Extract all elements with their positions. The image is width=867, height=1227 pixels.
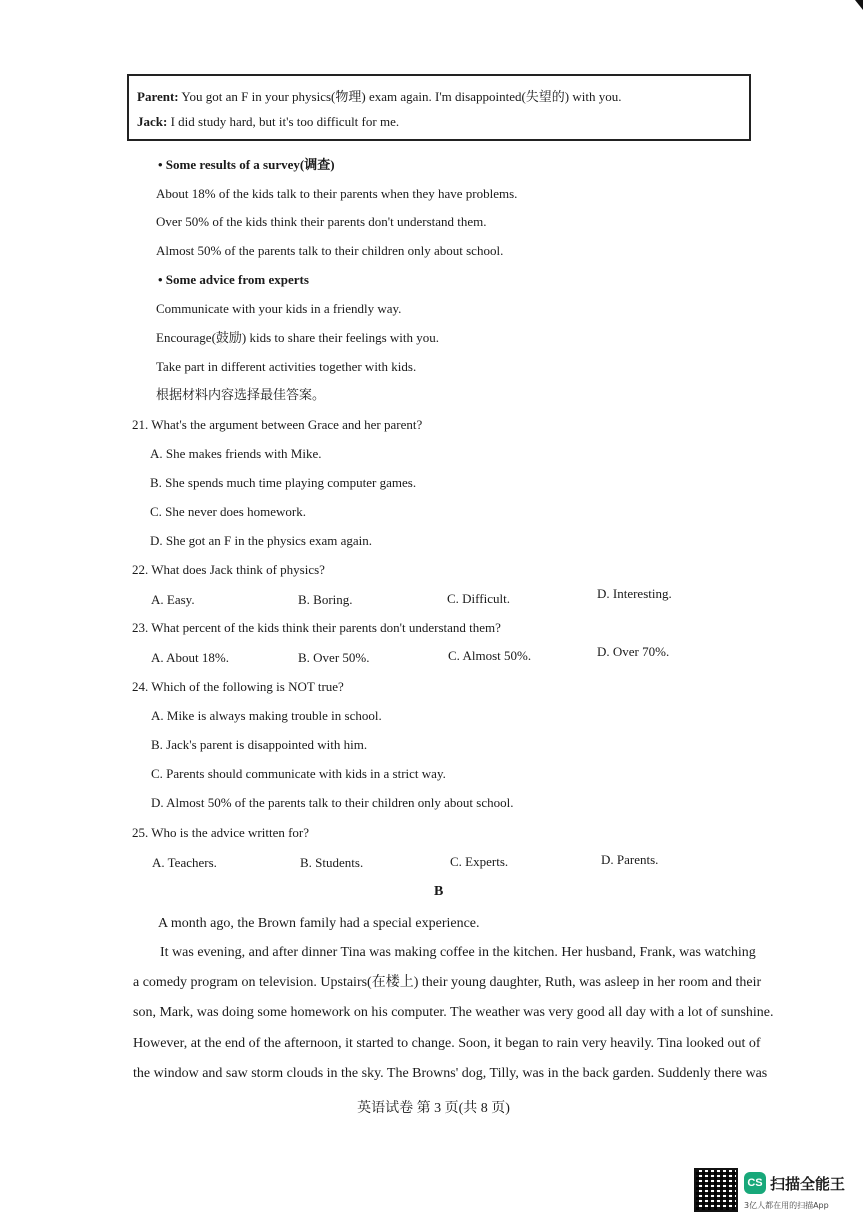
question-option: B. Over 50%.: [298, 650, 370, 665]
qr-code-icon: [694, 1168, 738, 1212]
page-footer: 英语试卷 第 3 页(共 8 页): [357, 1101, 510, 1116]
question-stem: 24. Which of the following is NOT true?: [132, 679, 344, 694]
survey-heading: • Some results of a survey(调查): [158, 157, 335, 172]
passage-line: It was evening, and after dinner Tina was making coffee in the kitchen. Her husband, Frank, was watching: [160, 945, 756, 960]
question-option: A. About 18%.: [151, 650, 229, 665]
question-option: D. Almost 50% of the parents talk to their children only about school.: [151, 795, 514, 810]
question-option: C. She never does homework.: [150, 504, 306, 519]
question-option: C. Difficult.: [447, 591, 510, 606]
dialog-jack-line: [137, 114, 399, 130]
survey-item: About 18% of the kids talk to their parents when they have problems.: [156, 186, 518, 201]
question-option: B. Boring.: [298, 592, 353, 607]
scanner-watermark: [694, 1168, 854, 1218]
parent-text: You got an F in your physics(物理) exam again. I'm disappointed(失望的) with you.: [178, 89, 622, 104]
scanner-app-name: 扫描全能王: [770, 1175, 846, 1193]
survey-item: Almost 50% of the parents talk to their children only about school.: [156, 243, 504, 258]
advice-heading: • Some advice from experts: [158, 272, 309, 287]
question-option: C. Almost 50%.: [448, 648, 532, 663]
question-option: C. Experts.: [450, 854, 509, 869]
question-option: D. She got an F in the physics exam again.: [150, 533, 373, 548]
advice-item: Communicate with your kids in a friendly way.: [156, 301, 402, 316]
question-option: B. Students.: [300, 855, 364, 870]
question-option: B. She spends much time playing computer games.: [150, 475, 417, 490]
question-stem: 21. What's the argument between Grace and her parent?: [132, 417, 423, 432]
scanner-subtitle: 3亿人都在用的扫描App: [744, 1201, 829, 1210]
dialog-box: [127, 74, 751, 141]
question-option: C. Parents should communicate with kids in a strict way.: [151, 766, 446, 781]
advice-item: Take part in different activities together with kids.: [156, 359, 417, 374]
passage-line: a comedy program on television. Upstairs(在楼上) their young daughter, Ruth, was asleep in her room and their: [133, 975, 762, 990]
question-stem: 22. What does Jack think of physics?: [132, 562, 325, 577]
question-option: B. Jack's parent is disappointed with him.: [151, 737, 368, 752]
question-option: A. Teachers.: [152, 855, 217, 870]
advice-item: Encourage(鼓励) kids to share their feelings with you.: [156, 330, 440, 345]
corner-mark: [855, 0, 863, 10]
section-title: B: [434, 884, 444, 899]
question-option: A. She makes friends with Mike.: [150, 446, 322, 461]
jack-speaker: Jack:: [137, 114, 168, 129]
question-stem: 23. What percent of the kids think their parents don't understand them?: [132, 620, 501, 635]
passage-line: A month ago, the Brown family had a special experience.: [158, 916, 480, 931]
question-option: D. Parents.: [601, 852, 659, 867]
passage-line: the window and saw storm clouds in the sky. The Browns' dog, Tilly, was in the back garden. Suddenly there was: [133, 1066, 768, 1081]
dialog-parent-line: [137, 86, 622, 105]
passage-line: son, Mark, was doing some homework on his computer. The weather was very good all day with a lot of sunshine.: [133, 1005, 774, 1020]
passage-line: However, at the end of the afternoon, it started to change. Soon, it began to rain very heavily. Tina looked out of: [133, 1036, 761, 1051]
question-option: D. Over 70%.: [597, 644, 670, 659]
question-stem: 25. Who is the advice written for?: [132, 825, 310, 840]
camscanner-logo-icon: CS: [744, 1172, 766, 1194]
question-option: A. Mike is always making trouble in school.: [151, 708, 382, 723]
question-option: A. Easy.: [151, 592, 195, 607]
parent-speaker: Parent:: [137, 89, 179, 104]
question-option: D. Interesting.: [597, 586, 672, 601]
survey-item: Over 50% of the kids think their parents don't understand them.: [156, 214, 487, 229]
jack-text: I did study hard, but it's too difficult for me.: [167, 114, 400, 129]
instruction: 根据材料内容选择最佳答案。: [156, 388, 326, 403]
